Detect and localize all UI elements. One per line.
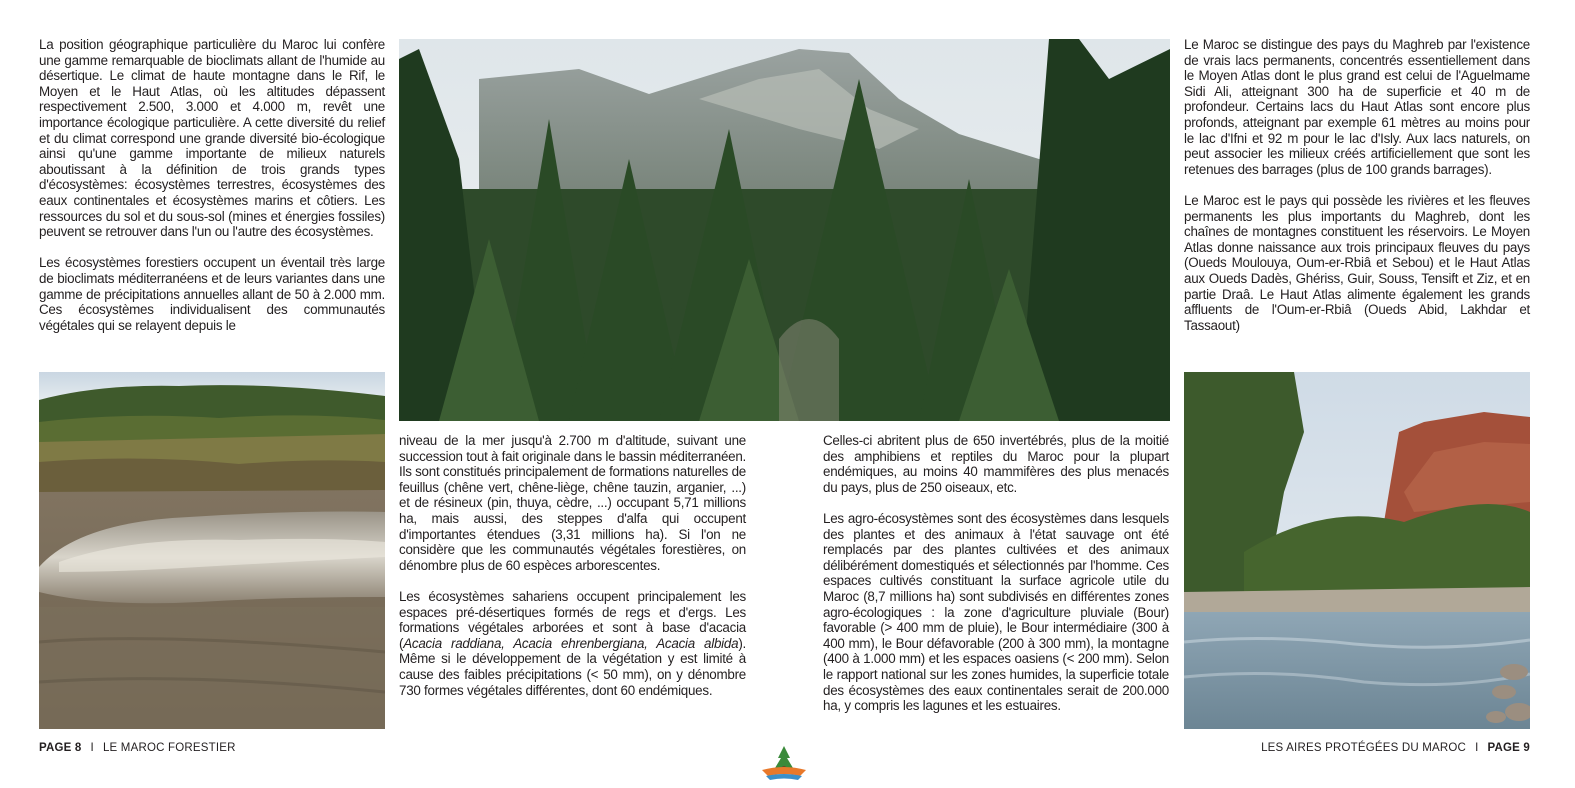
right-center-paragraph-2: Les agro-écosystèmes sont des écosystèmes dans lesquels des plantes et des animaux à l'état sauvage ont été remplacés par des plantes cultivées et des animaux délibérément domestiqués et sélectionnés par l'homme. Ces espaces cultivés constituant la surface agricole utile du Maroc (8,7 millions ha) sont subdivisés en différentes zones agro-écologiques : la zone d'agriculture pluviale (Bour) favorable (> 400 mm de pluie), le Bour intermédiaire (300 à 400 mm), le Bour défavorable (200 à 300 mm), la montagne (400 à 1.000 mm) et les espaces oasiens (< 200 mm). Selon le rapport national sur les zones humides, la superficie totale des écosystèmes des eaux continentales serait de 200.000 ha, y compris les lagunes et les estuaires. [823,510,1169,714]
right-separator: I [1475,742,1479,754]
left-section-title: LE MAROC FORESTIER [102,742,236,754]
center-paragraph-2-start: Les écosystèmes sahariens occupent principalement les espaces pré-désertiques formés de regs et d'ergs. Les formations végétales arborées et sont à base d'acacia ( [399,588,746,651]
forest-logo-icon [760,744,808,782]
acacia-species: Acacia raddiana, Acacia ehrenbergiana, Acacia albida [403,635,739,651]
lagoon-photo [39,372,385,729]
left-paragraph-2: Les écosystèmes forestiers occupent un éventail très large de bioclimats méditerranéens et de leurs variantes dans une gamme de précipitations annuelles allant de 50 à 2.000 mm. Ces écosystèmes individualisent des communautés végétales qui se relayent depuis le [39,255,385,333]
right-section-title: LES AIRES PROTÉGÉES DU MAROC [1261,742,1467,754]
right-column-text [1184,37,1530,333]
footer-right [1261,742,1530,754]
center-paragraph-2 [399,589,746,698]
left-paragraph-1: La position géographique particulière du Maroc lui confère une gamme remarquable de bioclimats allant de l'humide au désertique. Le climat de haute montagne dans le Rif, le Moyen et le Haut Atlas, où les altitudes dépassent respectivement 2.500, 3.000 et 4.000 m, revêt une importance écologique particulière. A cette diversité du relief et du climat correspond une grande diversité bio-écologique ainsi qu'une gamme importante de milieux naturels aboutissant à la définition de trois grands types d'écosystèmes: écosystèmes terrestres, écosystèmes des eaux continentales et écosystèmes marins et côtiers. Les ressources du sol et du sous-sol (mines et énergies fossiles) peuvent se retrouver dans l'un ou l'autre des écosystèmes. [39,37,385,240]
right-paragraph-1: Le Maroc se distingue des pays du Maghreb par l'existence de vrais lacs permanents, concentrés essentiellement dans le Moyen Atlas dont le plus grand est celui de l'Aguelmame Sidi Ali, atteignant 300 ha de superficie et 40 m de profondeur. Certains lacs du Haut Atlas sont encore plus profonds, atteignant par exemple 61 mètres au moins pour le lac d'Ifni et 92 m pour le lac d'Isly. Aux lacs naturels, on peut associer les milieux créés artificiellement que sont les retenues des barrages (plus de 100 grands barrages). [1184,37,1530,177]
center-paragraph-2-end: ). Même si le développement de la végétation y est limité à cause des faibles précipitations (< 50 mm), on y dénombre 730 formes végétales différentes, dont 60 endémiques. [399,635,746,698]
center-column-text [399,433,746,698]
center-paragraph-1: niveau de la mer jusqu'à 2.700 m d'altitude, suivant une succession tout à fait originale dans le bassin méditerranéen. Ils sont constitués principalement de formations naturelles de feuillus (chêne vert, chêne-liège, chêne tauzin, arganier, ...) et de résineux (pin, thuya, cèdre, ...) occupant 5,71 millions ha, mais aussi, des steppes d'alfa qui occupent d'importantes étendues (3,31 millions ha). Si l'on ne considère que les communautés végétales forestières, on dénombre plus de 60 espèces arborescentes. [399,433,747,573]
river-photo [1184,372,1530,729]
cedar-forest-photo [399,39,1170,421]
left-page-number: PAGE 8 [39,742,82,754]
left-column-text [39,37,385,333]
footer-left [39,742,236,754]
right-paragraph-2: Le Maroc est le pays qui possède les rivières et les fleuves permanents les plus importants du Maghreb, dont les chaînes de montagnes constituent les réservoirs. Le Moyen Atlas donne naissance aux trois principaux fleuves du pays (Oueds Moulouya, Oum-er-Rbiâ et Sebou) et le Haut Atlas aux Oueds Dadès, Ghériss, Guir, Souss, Tensift et Ziz, et en partie Draâ. Le Haut Atlas alimente également les grands affluents de l'Oum-er-Rbiâ (Oueds Abid, Lakhdar et Tassaout) [1184,192,1530,333]
right-page-number: PAGE 9 [1487,742,1530,754]
left-separator: I [90,742,94,754]
right-center-column-text [823,433,1169,714]
right-center-paragraph-1: Celles-ci abritent plus de 650 invertébrés, plus de la moitié des amphibiens et reptiles du Maroc pour la plupart endémiques, au moins 40 mammifères des plus menacés du pays, plus de 250 oiseaux, etc. [823,433,1169,495]
